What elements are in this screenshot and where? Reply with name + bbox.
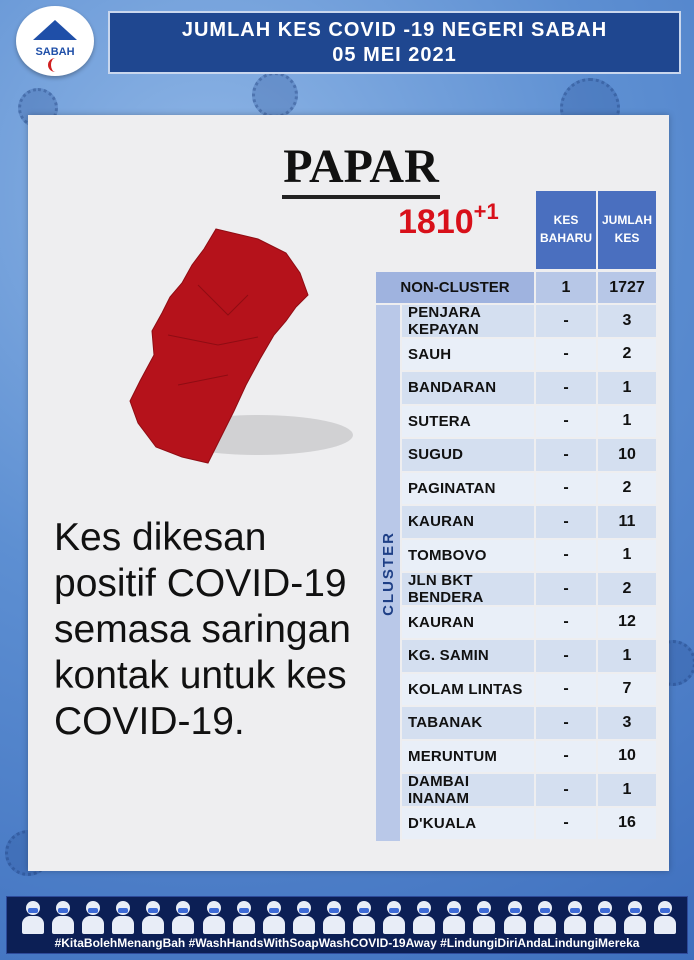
person-icon	[412, 899, 436, 935]
cluster-name: KG. SAMIN	[402, 640, 534, 672]
cluster-total: 3	[598, 707, 656, 739]
sabah-logo	[16, 6, 94, 76]
cluster-total: 12	[598, 607, 656, 639]
cluster-text: CLUSTER	[379, 530, 397, 616]
cluster-name: DAMBAI INANAM	[402, 774, 534, 806]
cluster-name: KOLAM LINTAS	[402, 674, 534, 706]
cluster-new: -	[536, 674, 596, 706]
cluster-total: 3	[598, 305, 656, 337]
person-icon	[503, 899, 527, 935]
cluster-new: -	[536, 774, 596, 806]
header-title: JUMLAH KES COVID -19 NEGERI SABAH	[181, 19, 608, 41]
col-header-new: KES BAHARU	[536, 191, 596, 269]
cluster-total: 2	[598, 339, 656, 371]
person-icon	[111, 899, 135, 935]
person-icon	[382, 899, 406, 935]
cluster-name: JLN BKT BENDERA	[402, 573, 534, 605]
cluster-total: 2	[598, 473, 656, 505]
cluster-total: 1	[598, 640, 656, 672]
header-date: 05 MEI 2021	[332, 44, 457, 66]
caption-text: Kes dikesan positif COVID-19 semasa saringan kontak untuk kes COVID-19.	[54, 516, 351, 743]
cluster-name: PENJARA KEPAYAN	[402, 305, 534, 337]
total-cases	[398, 199, 499, 242]
cluster-new: -	[536, 439, 596, 471]
total-increase: +1	[473, 199, 499, 224]
cluster-total: 1	[598, 406, 656, 438]
person-icon	[442, 899, 466, 935]
cluster-name: D'KUALA	[402, 808, 534, 840]
cluster-name: KAURAN	[402, 506, 534, 538]
cluster-total: 1	[598, 540, 656, 572]
person-icon	[322, 899, 346, 935]
cluster-new: -	[536, 573, 596, 605]
mountain-icon	[33, 20, 77, 40]
profession-icons	[21, 899, 677, 935]
swirl-icon	[48, 58, 63, 72]
logo-text: SABAH	[35, 46, 75, 58]
cluster-total: 10	[598, 439, 656, 471]
district-title: PAPAR	[282, 139, 440, 199]
cluster-new: -	[536, 339, 596, 371]
virus-decoration	[252, 72, 298, 118]
person-icon	[623, 899, 647, 935]
cluster-total: 7	[598, 674, 656, 706]
cluster-name: KAURAN	[402, 607, 534, 639]
person-icon	[292, 899, 316, 935]
cluster-name: TOMBOVO	[402, 540, 534, 572]
main-panel	[28, 115, 669, 871]
person-icon	[593, 899, 617, 935]
non-cluster-new: 1	[536, 272, 596, 303]
person-icon	[262, 899, 286, 935]
col-header-total: JUMLAH KES	[598, 191, 656, 269]
cluster-new: -	[536, 808, 596, 840]
non-cluster-total: 1727	[598, 272, 656, 303]
header-banner	[108, 11, 681, 74]
cluster-label	[376, 305, 400, 841]
cluster-total: 1	[598, 372, 656, 404]
district-map	[108, 225, 358, 475]
person-icon	[352, 899, 376, 935]
person-icon	[533, 899, 557, 935]
cluster-new: -	[536, 372, 596, 404]
cluster-new: -	[536, 607, 596, 639]
cluster-total: 1	[598, 774, 656, 806]
cluster-new: -	[536, 707, 596, 739]
person-icon	[51, 899, 75, 935]
cluster-name: MERUNTUM	[402, 741, 534, 773]
person-icon	[232, 899, 256, 935]
non-cluster-label: NON-CLUSTER	[376, 272, 534, 303]
cluster-total: 11	[598, 506, 656, 538]
person-icon	[81, 899, 105, 935]
cluster-name: SUGUD	[402, 439, 534, 471]
cluster-total: 16	[598, 808, 656, 840]
footer-hashtags: #KitaBolehMenangBah #WashHandsWithSoapWashCOVID-19Away #LindungiDiriAndaLindungiMereka	[54, 936, 640, 950]
person-icon	[171, 899, 195, 935]
total-value: 1810	[398, 203, 474, 241]
cluster-name: SUTERA	[402, 406, 534, 438]
cluster-new: -	[536, 540, 596, 572]
cluster-name: PAGINATAN	[402, 473, 534, 505]
person-icon	[202, 899, 226, 935]
cluster-new: -	[536, 473, 596, 505]
person-icon	[563, 899, 587, 935]
cluster-name: SAUH	[402, 339, 534, 371]
person-icon	[472, 899, 496, 935]
cluster-new: -	[536, 305, 596, 337]
cluster-new: -	[536, 406, 596, 438]
cluster-total: 2	[598, 573, 656, 605]
person-icon	[21, 899, 45, 935]
person-icon	[653, 899, 677, 935]
cluster-new: -	[536, 640, 596, 672]
footer-banner	[6, 896, 688, 954]
cluster-name: BANDARAN	[402, 372, 534, 404]
cluster-name: TABANAK	[402, 707, 534, 739]
person-icon	[141, 899, 165, 935]
cluster-total: 10	[598, 741, 656, 773]
cluster-new: -	[536, 741, 596, 773]
cluster-new: -	[536, 506, 596, 538]
